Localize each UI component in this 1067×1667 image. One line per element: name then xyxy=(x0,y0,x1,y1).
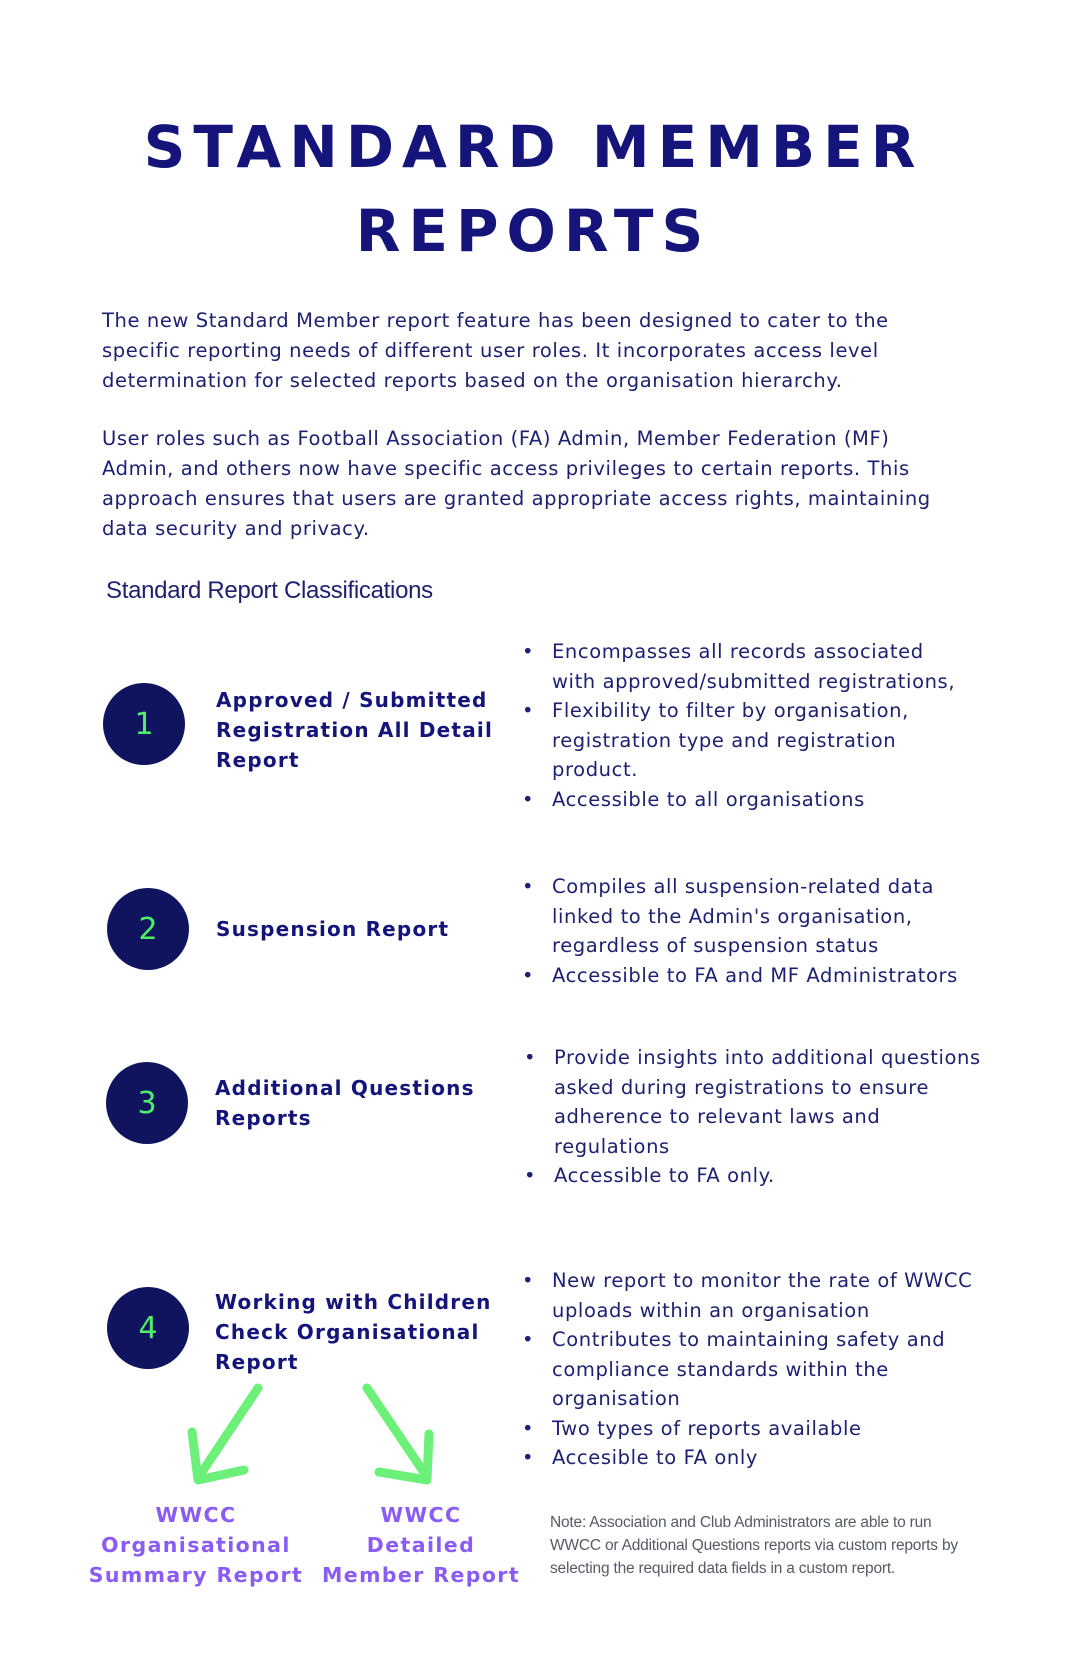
bullet-line: Encompasses all records associated xyxy=(552,640,924,663)
sub-report-line: Member Report xyxy=(321,1563,521,1587)
bullet-item: • Provide insights into additional questions asked during registrations to ensure adherence to relevant laws and regulations xyxy=(524,1043,981,1161)
report-name-4 xyxy=(215,1287,492,1377)
bullet-item: • Two types of reports available xyxy=(522,1414,972,1444)
report-name-line: Additional Questions xyxy=(215,1076,475,1100)
bullet-line: Accessible to FA and MF Administrators xyxy=(552,963,958,987)
page-title xyxy=(0,105,1067,273)
report-name-line: Approved / Submitted xyxy=(216,688,488,712)
report-name-line: Working with Children xyxy=(215,1290,492,1314)
bullet-line: uploads within an organisation xyxy=(552,1298,870,1322)
bullet-line: regulations xyxy=(554,1134,670,1158)
bullet-line: adherence to relevant laws and xyxy=(554,1105,881,1128)
note-line: Note: Association and Club Administrators are able to run xyxy=(550,1514,932,1531)
intro-line: User roles such as Football Association (FA) Admin, Member Federation (MF) xyxy=(102,427,890,450)
sub-report-line: WWCC xyxy=(380,1503,462,1527)
bullet-item: • Contributes to maintaining safety and compliance standards within the organisation xyxy=(522,1325,972,1414)
bullet-line: linked to the Admin's organisation, xyxy=(552,904,913,928)
number-badge-4: 4 xyxy=(107,1287,189,1369)
section-heading: Standard Report Classifications xyxy=(106,577,433,604)
report-name-line: Registration All Detail xyxy=(216,718,494,742)
report-2-bullets xyxy=(522,872,958,990)
report-name-3 xyxy=(215,1073,475,1133)
intro-line: Admin, and others now have specific access privileges to certain reports. This xyxy=(102,457,910,480)
bullet-line: Flexibility to filter by organisation, xyxy=(552,699,909,722)
bullet-line: Compiles all suspension-related data xyxy=(552,875,935,898)
note-line: WWCC or Additional Questions reports via custom reports by xyxy=(550,1537,958,1554)
bullet-line: Contributes to maintaining safety and xyxy=(552,1328,946,1351)
bullet-line: asked during registrations to ensure xyxy=(554,1075,930,1099)
intro-line: data security and privacy. xyxy=(102,517,370,540)
footnote xyxy=(550,1511,1030,1580)
report-1-bullets xyxy=(522,637,955,814)
bullet-line: Two types of reports available xyxy=(552,1416,862,1440)
bullet-line: product. xyxy=(552,758,638,781)
bullet-line: Accesible to FA only xyxy=(552,1446,758,1469)
intro-paragraph-1 xyxy=(102,306,1002,396)
report-4-bullets xyxy=(522,1266,972,1473)
intro-line: The new Standard Member report feature has been designed to cater to the xyxy=(102,309,889,332)
sub-report-detailed xyxy=(306,1500,536,1590)
note-line: selecting the required data fields in a custom report. xyxy=(550,1560,896,1577)
sub-report-line: Detailed xyxy=(366,1533,476,1557)
number-badge-1: 1 xyxy=(103,683,185,765)
intro-line: specific reporting needs of different user roles. It incorporates access level xyxy=(102,339,879,362)
title-line-2: REPORTS xyxy=(355,197,712,265)
bullet-line: with approved/submitted registrations, xyxy=(552,669,956,693)
bullet-line: registration type and registration xyxy=(552,728,897,752)
bullet-item: • New report to monitor the rate of WWCC uploads within an organisation xyxy=(522,1266,972,1325)
bullet-item: • Compiles all suspension-related data linked to the Admin's organisation, regardless of suspension status xyxy=(522,872,958,961)
report-name-line: Check Organisational xyxy=(215,1320,480,1344)
bullet-line: Accessible to all organisations xyxy=(552,787,865,811)
arrow-down-right-icon xyxy=(355,1380,445,1490)
bullet-line: compliance standards within the xyxy=(552,1357,889,1381)
bullet-line: regardless of suspension status xyxy=(552,934,879,957)
intro-line: approach ensures that users are granted appropriate access rights, maintaining xyxy=(102,487,931,510)
number-badge-2: 2 xyxy=(107,888,189,970)
bullet-item: • Accessible to all organisations xyxy=(522,785,955,815)
bullet-item: • Accessible to FA only. xyxy=(524,1161,981,1191)
report-name-1 xyxy=(216,685,493,775)
title-line-1: STANDARD MEMBER xyxy=(143,113,924,181)
sub-report-summary xyxy=(76,1500,316,1590)
number-badge-3: 3 xyxy=(106,1062,188,1144)
intro-line: determination for selected reports based on the organisation hierarchy. xyxy=(102,369,843,392)
report-name-2 xyxy=(216,914,449,944)
bullet-item: • Accesible to FA only xyxy=(522,1443,972,1473)
intro-paragraph-2 xyxy=(102,424,1002,544)
arrow-down-left-icon xyxy=(180,1380,270,1490)
report-name-line: Reports xyxy=(215,1106,312,1130)
sub-report-line: Organisational xyxy=(101,1533,291,1557)
sub-report-line: WWCC xyxy=(155,1503,237,1527)
report-3-bullets xyxy=(524,1043,981,1191)
bullet-line: Provide insights into additional questions xyxy=(554,1046,981,1069)
bullet-line: organisation xyxy=(552,1387,681,1410)
bullet-item: • Flexibility to filter by organisation, registration type and registration product. xyxy=(522,696,955,785)
report-name-line: Report xyxy=(215,1350,299,1374)
bullet-line: Accessible to FA only. xyxy=(554,1164,775,1187)
sub-report-line: Summary Report xyxy=(88,1563,304,1587)
bullet-item: • Accessible to FA and MF Administrators xyxy=(522,961,958,991)
report-name-line: Suspension Report xyxy=(216,917,450,941)
bullet-line: New report to monitor the rate of WWCC xyxy=(552,1269,973,1292)
report-name-line: Report xyxy=(216,748,300,772)
bullet-item: • Encompasses all records associated with approved/submitted registrations, xyxy=(522,637,955,696)
